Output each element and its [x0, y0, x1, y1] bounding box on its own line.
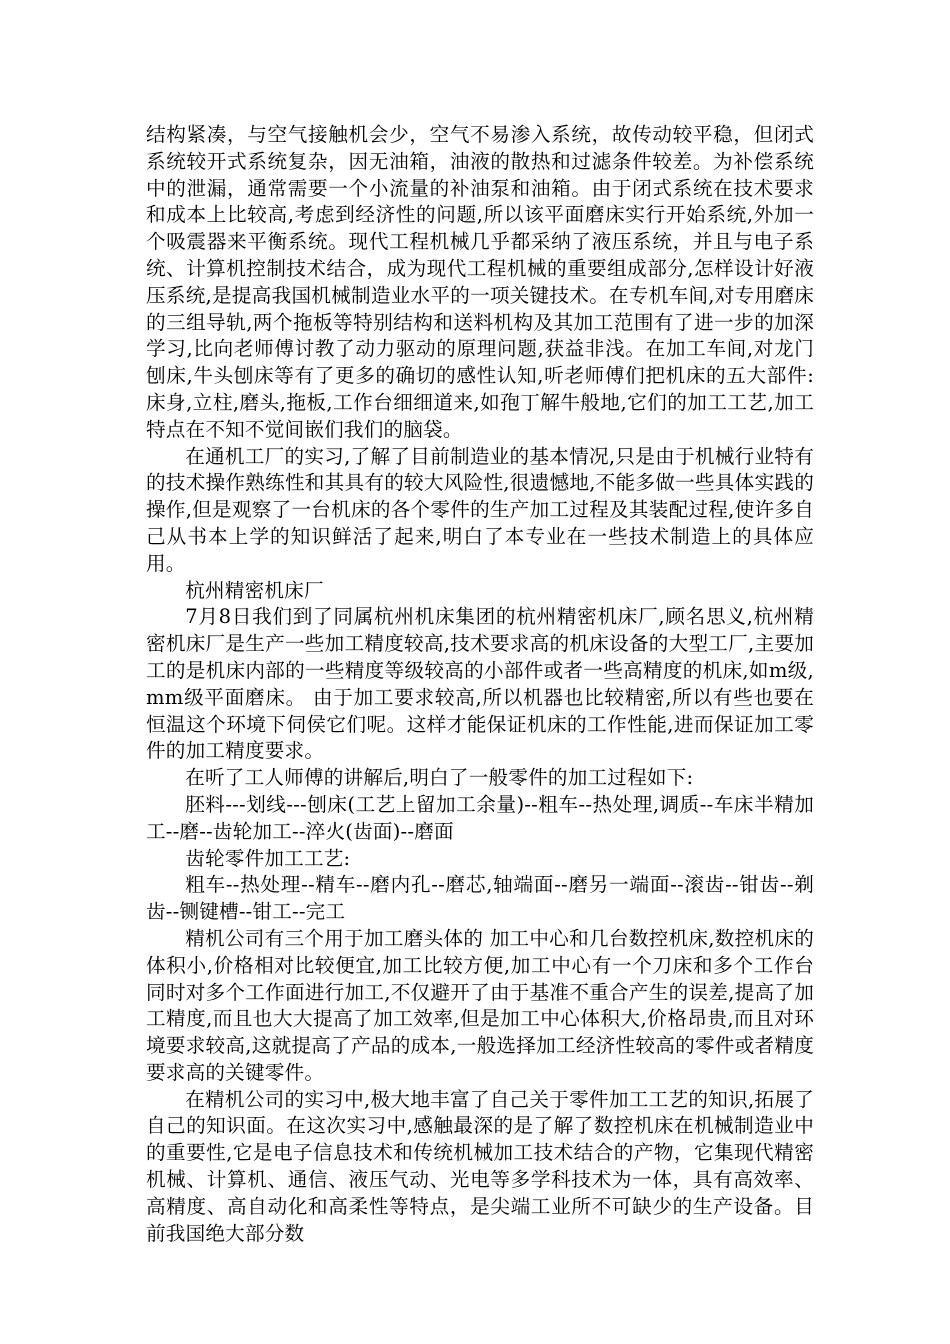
paragraph-gear-process-steps: 粗车--热处理--精车--磨内孔--磨芯,轴端面--磨另一端面--滚齿--钳齿--剃齿--铡键槽--钳工--完工	[146, 873, 814, 924]
section-heading-hangzhou-precision: 杭州精密机床厂	[185, 578, 324, 602]
paragraph-general-machine-factory: 在通机工厂的实习,了解了目前制造业的基本情况,只是由于机械行业特有的技术操作熟练性和其具有的较大风险性,很遗憾地,不能多做一些具体实践的操作,但是观察了一台机床的各个零件的生产加工过程及其装配过程,使许多自己从书本上学的知识鲜活了起来,明白了本专业在一些技术制造上的具体应用。	[146, 444, 814, 575]
paragraph-hydraulic-system: 结构紧凑，与空气接触机会少，空气不易渗入系统，故传动较平稳，但闭式系统较开式系统复杂，因无油箱，油液的散热和过滤条件较差。为补偿系统中的泄漏，通常需要一个小流量的补油泵和油箱。由于闭式系统在技术要求和成本上比较高,考虑到经济性的问题,所以该平面磨床实行开始系统,外加一个吸震器来平衡系统。现代工程机械几乎都采纳了液压系统，并且与电子系统、计算机控制技术结合，成为现代工程机械的重要组成部分,怎样设计好液压系统,是提高我国机械制造业水平的一项关键技术。在专机车间,对专用磨床的三组导轨,两个拖板等特别结构和送料机构及其加工范围有了进一步的加深学习,比向老师傅讨教了动力驱动的原理问题,获益非浅。在加工车间,对龙门刨床,牛头刨床等有了更多的确切的感性认知,听老师傅们把机床的五大部件:床身,立柱,磨头,拖板,工作台细细道来,如孢丁解牛般地,它们的加工工艺,加工特点在不知不觉间嵌们我们的脑袋。	[146, 123, 814, 441]
paragraph-precision-factory-intro: 7月8日我们到了同属杭州机床集团的杭州精密机床厂,顾名思义,杭州精密机床厂是生产一些加工精度较高,技术要求高的机床设备的大型工厂,主要加工的是机床内部的一些精度等级较高的小部件或者一些高精度的机床,如m级,mm级平面磨床。 由于加工要求较高,所以机器也比较精密,所以有些也要在恒温这个环境下伺侯它们呢。这样才能保证机床的工作性能,进而保证加工零件的加工精度要求。	[146, 605, 814, 763]
paragraph-process-intro: 在听了工人师傅的讲解后,明白了一般零件的加工过程如下:	[185, 766, 694, 790]
paragraph-cnc-importance: 在精机公司的实习中,极大地丰富了自己关于零件加工工艺的知识,拓展了自己的知识面。在这次实习中,感触最深的是了解了数控机床在机械制造业中的重要性,它是电子信息技术和传统机械加工技术结合的产物，它集现代精密机械、计算机、通信、液压气动、光电等多学科技术为一体，具有高效率、高精度、高自动化和高柔性等特点，是尖端工业所不可缺少的生产设备。目前我国绝大部分数	[146, 1087, 814, 1245]
paragraph-gear-process-heading: 齿轮零件加工工艺:	[185, 846, 351, 870]
paragraph-machining-center: 精机公司有三个用于加工磨头体的 加工中心和几台数控机床,数控机床的体积小,价格相对比较便宜,加工比较方便,加工中心有一个刀床和多个工作台同时对多个工作面进行加工,不仅避开了由于基准不重合产生的误差,提高了加工精度,而且也大大提高了加工效率,但是加工中心体积大,价格昂贵,而且对环境要求较高,这就提高了产品的成本,一般选择加工经济性较高的零件或者精度要求高的关键零件。	[146, 926, 814, 1084]
paragraph-general-process-steps: 胚料---划线---刨床(工艺上留加工余量)--粗车--热处理,调质--车床半精加工--磨--齿轮加工--淬火(齿面)--磨面	[146, 792, 814, 843]
document-body	[146, 122, 814, 1247]
